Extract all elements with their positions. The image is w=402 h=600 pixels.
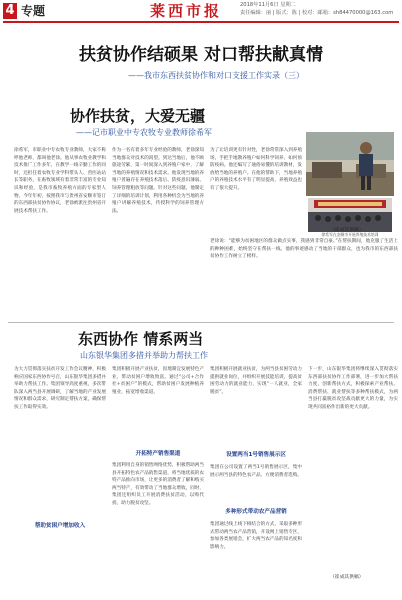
story1-column-c: 为了让培训更有针对性，老徐常常深入到养殖场，手把手地教养殖户如何科学饲养、如何预防疫病。他还编写了通俗易懂的培训教材，发放给当地的养殖户。在他的帮助下，当地养殖户的养殖技术水平有了明显提高，养殖效益也有了很大提升。 — [210, 148, 302, 191]
story1-title: 协作扶贫，大爱无疆 — [70, 107, 206, 125]
story2-author: （崔成其供稿） — [330, 575, 364, 580]
newspaper-masthead: 莱西市报 — [150, 2, 223, 20]
story-divider — [8, 322, 394, 323]
section-label: 专题 — [21, 4, 46, 18]
story2-title: 东西协作 情系两当 — [78, 330, 204, 348]
editor-line: 责任编辑：丽 | 版式：陈 | 校对：邮箱：sh84470000@163.com — [240, 10, 394, 16]
page-headline: 扶贫协作结硕果 对口帮扶献真情 — [79, 45, 323, 65]
page-subheadline: ——我市东西扶贫协作和对口支援工作实录（三） — [128, 71, 304, 80]
header-rule — [3, 21, 399, 23]
story2-column-i: 集团积极开展就业扶贫，为两当县贫困劳动力提供就业岗位，并组织开展技能培训，提高贫困劳动力的就业能力，实现“一人就业，全家脱贫”。 — [210, 367, 302, 395]
story1-subtitle: ——记市职业中专农牧专业教师徐希军 — [76, 128, 212, 137]
story2-column-g: 集团积极开展产业扶贫，因地制宜发展特色产业，带动贫困户增收致富。通过“公司+合作社+贫困户”的模式，帮助贫困户发展种植养殖业，拓宽增收渠道。 — [112, 367, 204, 395]
story2-subtitle: 山东银华集团多措并举助力帮扶工作 — [80, 351, 208, 360]
story2-subheading-3: 设置两当1号销售展示区 — [226, 452, 286, 458]
story1-photo-caption: 徐希军在安顺市开展养殖技术培训 — [321, 232, 379, 237]
date-line: 2018年11月6日 星期二 — [240, 2, 296, 8]
story2-column-l: 下一步，山东银华集团将继续深入贯彻落实东西部扶贫协作工作部署，进一步加大帮扶力度，创新帮扶方式，积极探索产业帮扶、消费帮扶、就业帮扶等多种帮扶模式，为两当县打赢脱贫攻坚战贡献更大的力量，为实现共同富裕作出新的更大贡献。 — [308, 367, 398, 410]
story1-column-b: 作为一名有着多年专业经验的教师，老徐深知当地群众对技术的渴望。到达当地后，他不顾旅途劳累，第一时间深入到养殖户家中，了解当地的养殖情况和技术需求。他发现当地的养殖户普遍存在养殖技术落后、防疫意识薄弱、饲养管理粗放等问题。针对这些问题，他制定了详细的培训计划，利用各种机会为当地的养殖户讲解养殖技术，传授科学的饲养管理方法。 — [112, 148, 204, 214]
page-number: 4 — [3, 3, 17, 19]
story2-subheading-4: 多种形式带动农产品营销 — [225, 509, 287, 515]
story1-column-a: 徐希军，市职业中专农牧专业教师，大家不称呼他老师，都叫他老徐。他从事农牧业教学和技术推广工作多年，在教学一线辛勤工作的同时，还担任着农牧专业学科带头人、兽医站站长等职务，在畜牧领域有着非常丰富的专业知识和经验，是我市畜牧养殖方面的专家型人物。今年年初，按照我市与贵州省安顺市签订的东西部扶贫协作协议，老徐被派往贵州省开展技术帮扶工作。 — [14, 148, 106, 214]
story1-column-e: 老徐说：“能够为贫困地区的群众做点实事，我感到非常自豪。”在帮扶期间，他克服了生活上的种种困难，始终坚守在帮扶一线。他的事迹感动了当地的干部群众，也为我市的东西部扶贫协作工作树立了榜样。 — [210, 239, 398, 260]
story1-author: （崔成其供稿） — [330, 228, 364, 233]
story1-photo-farmer — [306, 132, 394, 196]
story2-column-j: 集团在公司设置了两当1号销售展示区，集中展示两当县的特色农产品，方便消费者选购。 — [210, 465, 302, 478]
story2-subheading-1: 帮助贫困户增加收入 — [34, 523, 86, 529]
story2-column-h: 集团利用自身的销售网络优势，积极帮助两当县开拓特色农产品销售渠道，将当地优质的农特产品推向市场，让更多的消费者了解和购买两当特产，有效带动了当地群众增收。同时，集团还组织员工开展消费扶贫活动，以购代捐，助力脱贫攻坚。 — [112, 463, 204, 506]
story2-column-f: 为大力贯彻落实扶贫开发工作会议精神，积极响应国家东西协作号召，山东银华集团多措并举助力帮扶工作。集团领导高度重视，多次带队深入两当县开展调研，了解当地的产业发展情况和群众需求，研究制定帮扶方案，确保帮扶工作取得实效。 — [14, 367, 106, 410]
story2-column-k: 集团通过线上线下相结合的方式，采取多种形式带动两当农产品营销，开设网上销售专区，参加各类展销会，扩大两当农产品的知名度和影响力。 — [210, 522, 302, 550]
story2-subheading-2: 开拓特产销售渠道 — [135, 451, 181, 457]
